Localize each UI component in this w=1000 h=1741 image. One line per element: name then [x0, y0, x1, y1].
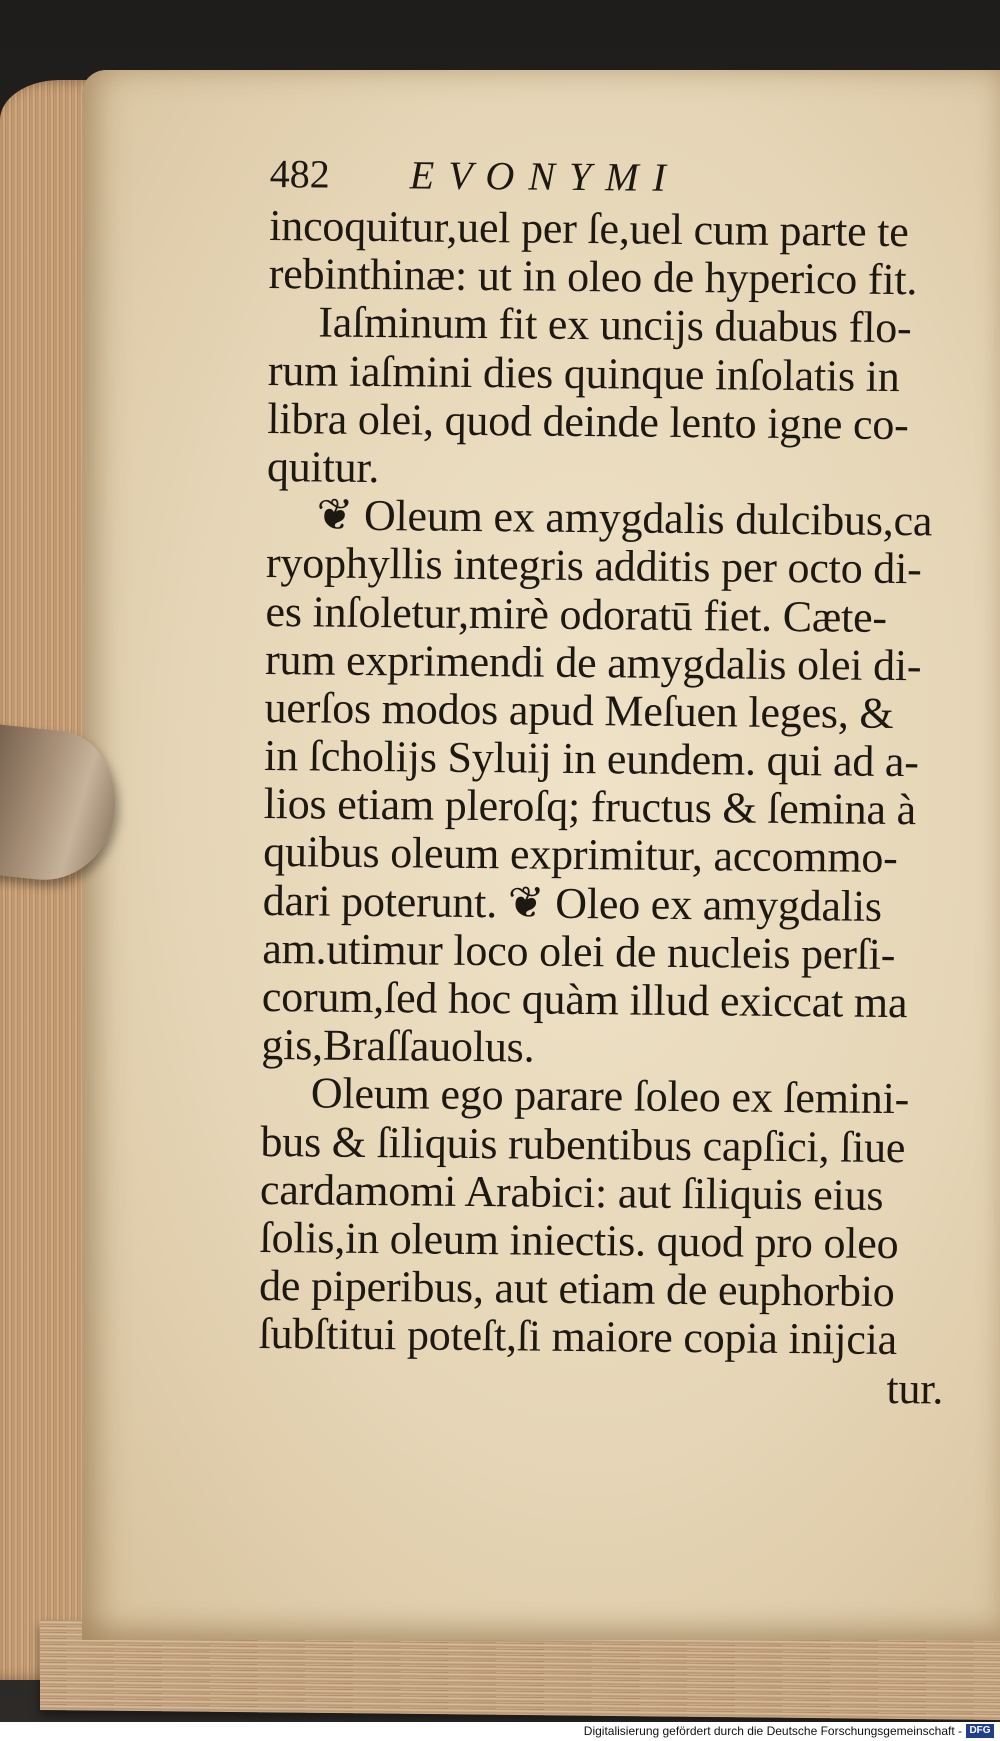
text-line: incoquitur,uel per ſe,uel cum parte te: [269, 200, 909, 257]
text-line: bus & ſiliquis rubentibus capſici, ſiue: [260, 1116, 906, 1172]
text-line: ryophyllis integris additis per octo di-: [265, 538, 922, 594]
text-line: Iaſminum fit ex uncijs duabus flo-: [318, 297, 912, 353]
text-line-catchword: tur.: [886, 1363, 944, 1414]
dfg-logo: DFG: [966, 1724, 994, 1738]
running-title: EVONYMI: [409, 152, 681, 200]
text-line: rum iaſmini dies quinque inſolatis in: [267, 345, 900, 401]
text-line: corum,ſed hoc quàm illud exiccat ma: [261, 971, 908, 1028]
text-line: es inſoletur,mirè odoratū fiet. Cæte-: [265, 586, 888, 642]
text-line: ſolis,in oleum iniectis. quod pro oleo: [259, 1212, 899, 1269]
text-line: quitur.: [266, 441, 380, 492]
text-line: ſubſtitui poteſt,ſi maiore copia inijcia: [258, 1309, 898, 1365]
text-line: de piperibus, aut etiam de euphorbio: [258, 1261, 895, 1317]
text-line: Oleum ego parare ſoleo ex ſemini-: [310, 1068, 910, 1124]
text-line: ❦ Oleum ex amygdalis dulcibus,ca: [316, 490, 933, 546]
text-line: cardamomi Arabici: aut ſiliquis eius: [259, 1164, 884, 1220]
text-line: in ſcholijs Syluij in eundem. qui ad a-: [263, 731, 919, 787]
text-line: quibus oleum exprimitur, accommo-: [263, 827, 898, 883]
text-line: lios etiam pleroſq; fructus & ſemina à: [263, 779, 917, 835]
text-line: rum exprimendi de amygdalis olei di-: [264, 634, 922, 690]
digitization-credit: Digitalisierung gefördert durch die Deutsche Forschungsgemeinschaft -: [583, 1724, 962, 1738]
page-text-block: [258, 150, 975, 1413]
page-number: 482: [269, 150, 330, 197]
text-line: am.utimur loco olei de nucleis perſi-: [262, 923, 896, 979]
body-text: [258, 202, 975, 1413]
text-line: rebinthinæ: ut in oleo de hyperico fit.: [268, 249, 918, 305]
text-line: libra olei, quod deinde lento igne co-: [267, 393, 909, 449]
text-line: uerſos modos apud Meſuen leges, &: [264, 682, 894, 738]
text-line: dari poterunt. ❦ Oleo ex amygdalis: [262, 875, 883, 931]
text-line: gis,Braſſauolus.: [261, 1020, 535, 1072]
running-head: [270, 150, 975, 209]
